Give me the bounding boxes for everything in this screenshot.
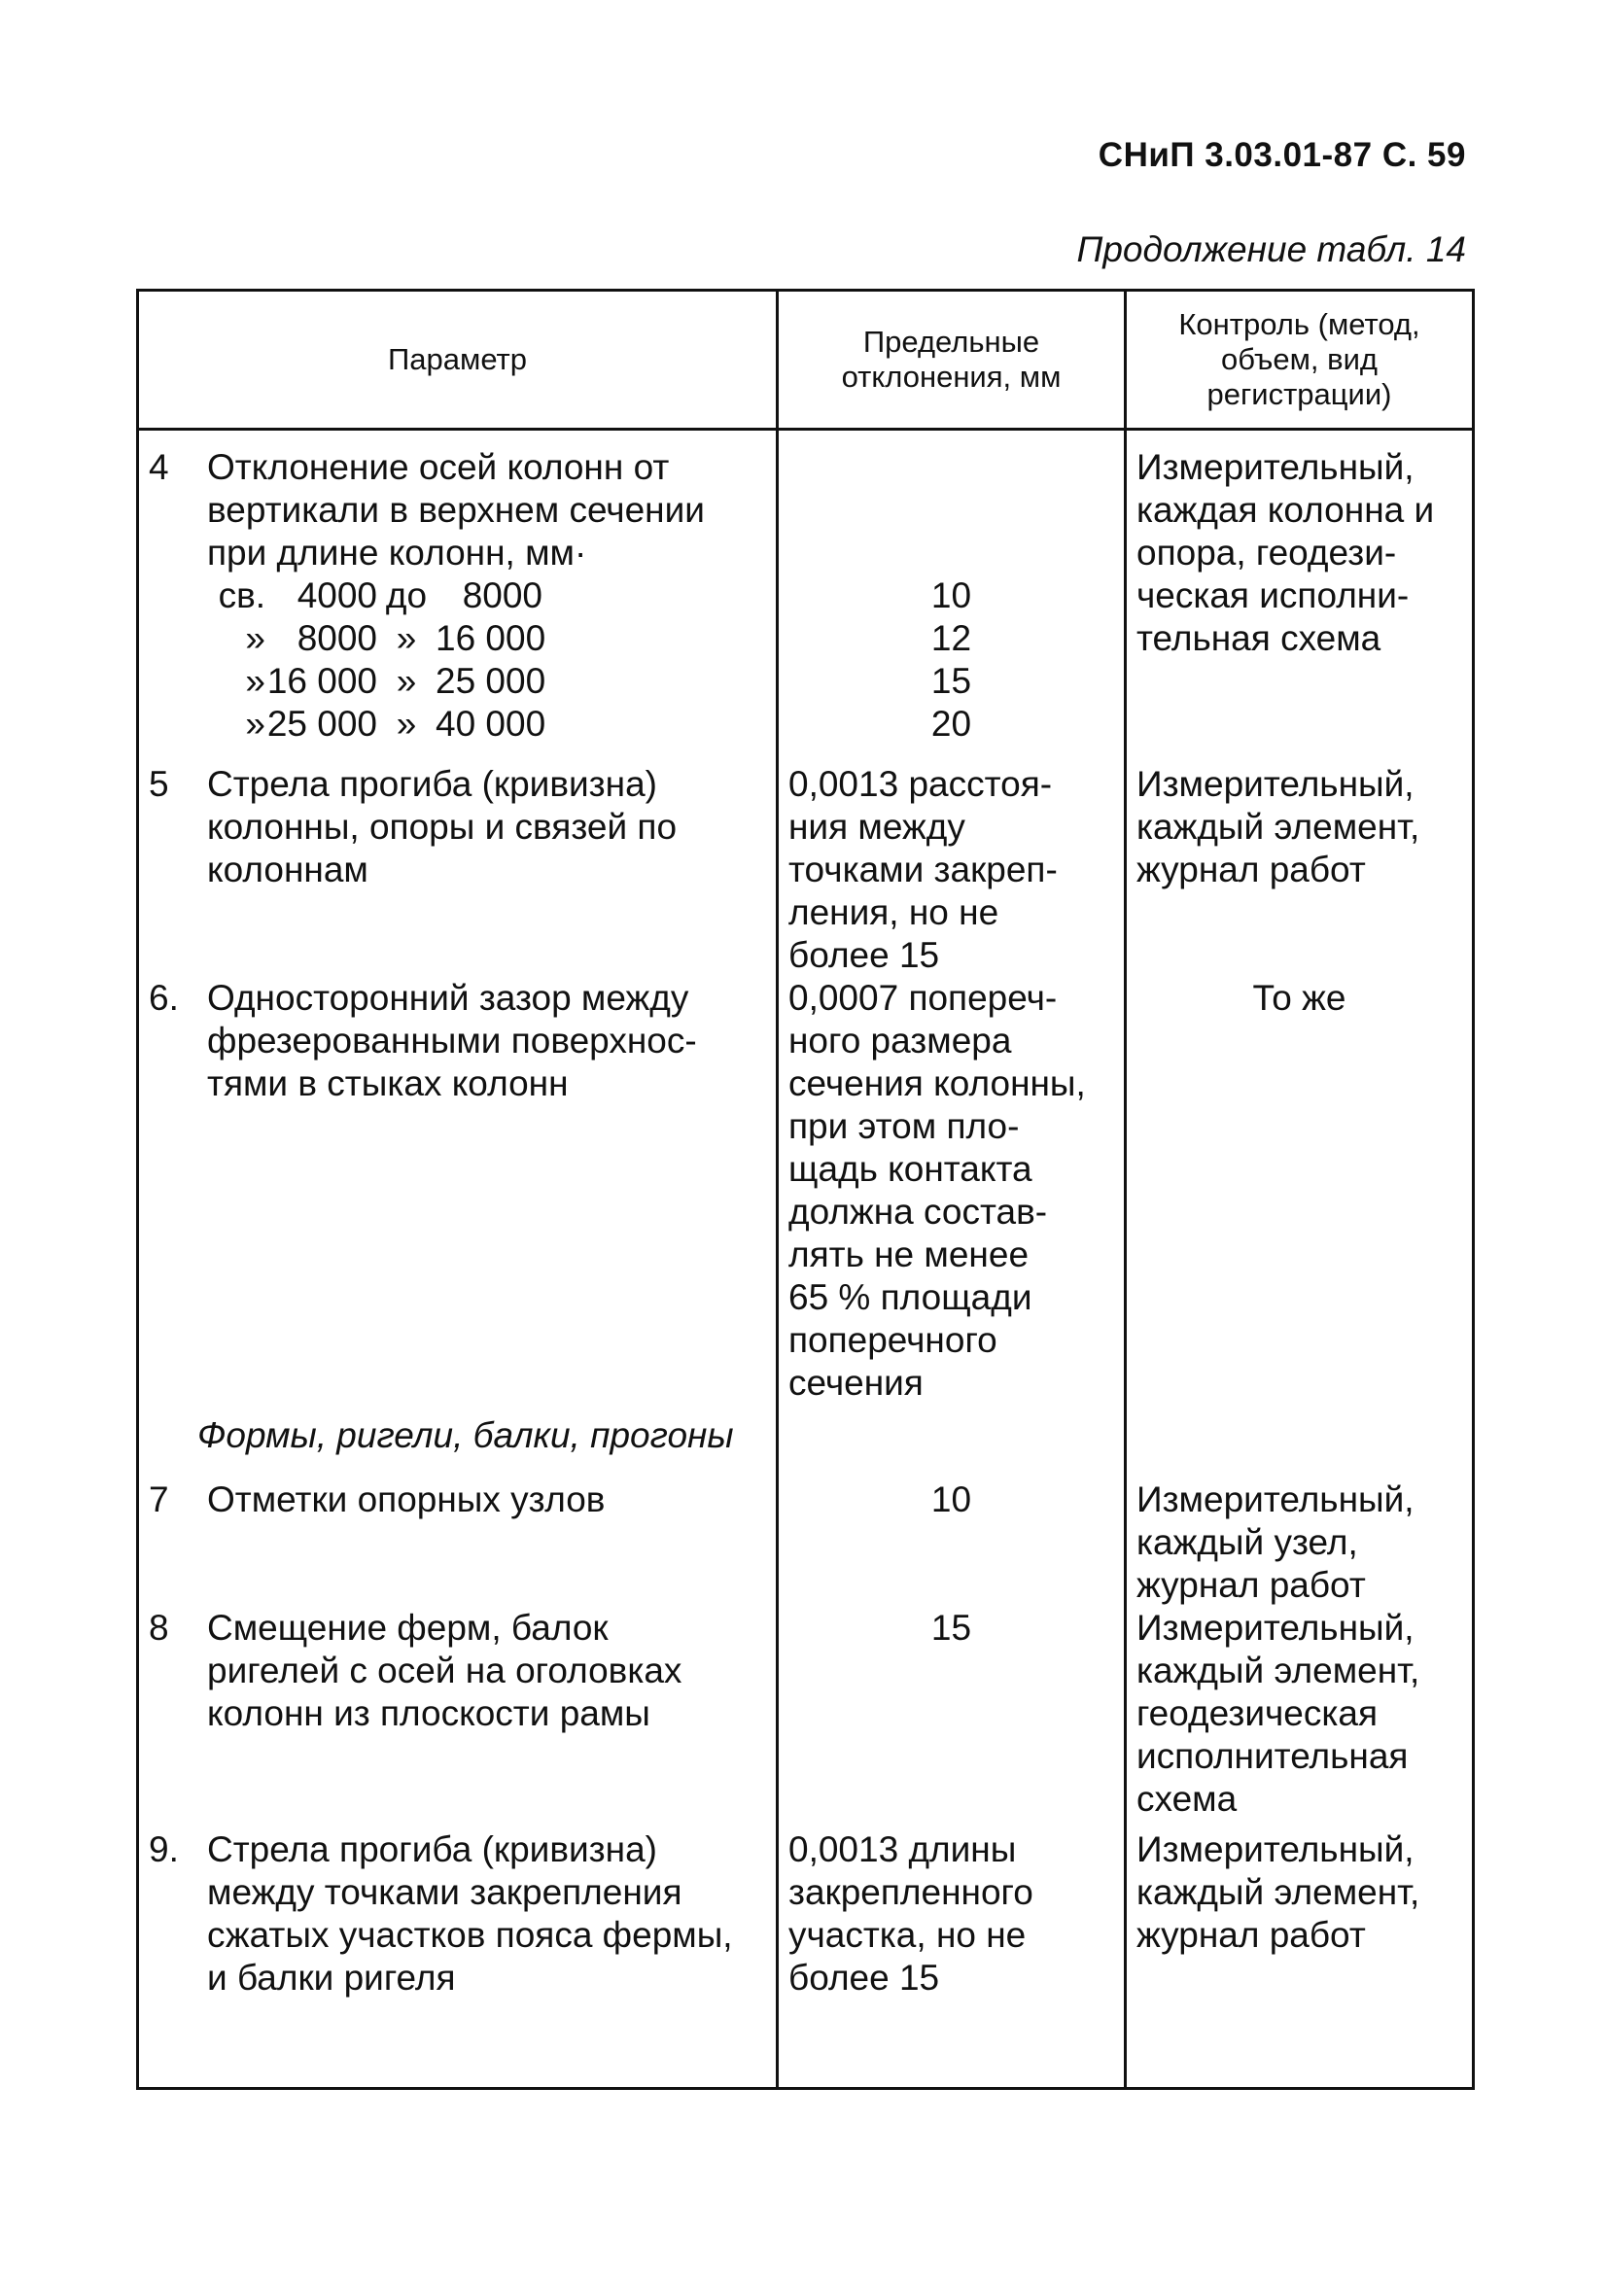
control-cell <box>1126 763 1474 977</box>
range-to: 25 000 <box>436 661 546 701</box>
parameter-line: вертикали в верхнем сечении <box>207 490 705 530</box>
row-number: 8 <box>149 1608 169 1648</box>
range-from: 8000 <box>297 618 377 658</box>
control-cell <box>1126 977 1474 1405</box>
control-cell <box>1126 430 1474 764</box>
table-header-row <box>138 291 1474 430</box>
control-line: схема <box>1136 1779 1238 1819</box>
length-range-row <box>149 617 766 660</box>
table-row <box>138 1478 1474 1607</box>
deviation-value: 20 <box>930 704 972 744</box>
table-row <box>138 1821 1474 2089</box>
control-line: каждый элемент, <box>1136 807 1420 847</box>
control-line: журнал работ <box>1136 1915 1366 1955</box>
deviation-value: 12 <box>930 618 972 658</box>
deviation-cell <box>778 1478 1126 1607</box>
control-line: каждая колонна и <box>1136 490 1435 530</box>
empty-cell <box>1126 1405 1474 1478</box>
range-from: 25 000 <box>266 704 377 744</box>
parameter-line: ригелей с осей на оголовках <box>207 1651 682 1690</box>
deviation-line: сечения колонны, <box>788 1063 1086 1103</box>
control-line: То же <box>1252 978 1346 1018</box>
parameter-line: Стрела прогиба (кривизна) <box>207 764 657 804</box>
range-prefix: » <box>245 618 265 658</box>
control-line: геодезическая <box>1136 1693 1378 1733</box>
deviation-line: более 15 <box>788 1958 940 1998</box>
parameter-cell <box>138 763 778 977</box>
deviation-line: ного размера <box>788 1021 1012 1061</box>
table-row <box>138 1607 1474 1821</box>
control-line: ческая исполни- <box>1136 575 1410 615</box>
row-number: 9. <box>149 1829 179 1869</box>
table-row <box>138 430 1474 764</box>
control-line: Измерительный, <box>1136 447 1415 487</box>
control-cell <box>1126 1478 1474 1607</box>
deviation-line: более 15 <box>788 935 940 975</box>
parameter-line: при длине колонн, мм· <box>207 533 587 573</box>
row-number: 7 <box>149 1479 169 1519</box>
range-connector: » <box>396 618 417 658</box>
deviation-value: 15 <box>930 1608 972 1648</box>
control-line: опора, геодези- <box>1136 533 1397 573</box>
table-continuation-caption: Продолжение табл. 14 <box>1076 229 1466 269</box>
range-connector: » <box>396 704 417 744</box>
control-line: журнал работ <box>1136 850 1366 889</box>
section-title: Формы, ригели, балки, прогоны <box>197 1415 734 1455</box>
section-cell <box>138 1405 778 1478</box>
parameter-cell <box>138 1821 778 2089</box>
range-to: 16 000 <box>436 618 546 658</box>
parameter-cell <box>138 1607 778 1821</box>
length-range-row <box>149 703 766 746</box>
range-prefix: » <box>245 704 265 744</box>
row-number: 5 <box>149 764 169 804</box>
range-from: 4000 <box>297 575 377 615</box>
deviation-line: сечения <box>788 1363 924 1403</box>
range-prefix: св. <box>218 575 265 615</box>
deviation-line: 65 % площади <box>788 1277 1032 1317</box>
deviation-line: поперечного <box>788 1320 997 1360</box>
parameter-line: Односторонний зазор между <box>207 978 689 1018</box>
row-number: 6. <box>149 978 179 1018</box>
control-line: каждый узел, <box>1136 1522 1358 1562</box>
deviation-line: точками закреп- <box>788 850 1058 889</box>
range-to: 40 000 <box>436 704 546 744</box>
deviation-line: лять не менее <box>788 1235 1030 1274</box>
parameter-line: колоннам <box>207 850 368 889</box>
deviation-line: 0,0007 попереч- <box>788 978 1058 1018</box>
parameter-line: Отклонение осей колонн от <box>207 447 670 487</box>
parameter-line: Смещение ферм, балок <box>207 1608 609 1648</box>
control-cell <box>1126 1821 1474 2089</box>
length-range-row <box>149 574 766 617</box>
deviation-line: ния между <box>788 807 965 847</box>
parameter-line: колонн из плоскости рамы <box>207 1693 650 1733</box>
parameter-line: и балки ригеля <box>207 1958 456 1998</box>
deviation-line: 0,0013 длины <box>788 1829 1017 1869</box>
empty-cell <box>778 1405 1126 1478</box>
parameter-line: сжатых участков пояса фермы, <box>207 1915 733 1955</box>
range-prefix: » <box>245 661 265 701</box>
control-line: Измерительный, <box>1136 1829 1415 1869</box>
deviation-cell <box>778 763 1126 977</box>
range-connector: » <box>396 661 417 701</box>
deviation-value: 15 <box>930 661 972 701</box>
deviation-line: ления, но не <box>788 892 999 932</box>
control-line: исполнительная <box>1136 1736 1409 1776</box>
deviation-line: 0,0013 расстоя- <box>788 764 1053 804</box>
parameter-line: фрезерованными поверхнос- <box>207 1021 697 1061</box>
deviation-cell <box>778 430 1126 764</box>
row-number: 4 <box>149 447 169 487</box>
length-range-row <box>149 660 766 703</box>
parameter-line: тями в стыках колонн <box>207 1063 569 1103</box>
range-to: 8000 <box>462 575 542 615</box>
deviation-cell <box>778 1607 1126 1821</box>
column-header-parameter: Параметр <box>138 291 778 430</box>
range-connector: до <box>385 575 428 615</box>
tolerance-table <box>136 289 1475 2090</box>
deviation-line: участка, но не <box>788 1915 1027 1955</box>
page-header-code: СНиП 3.03.01-87 С. 59 <box>1098 136 1466 174</box>
parameter-line: колонны, опоры и связей по <box>207 807 678 847</box>
control-line: каждый элемент, <box>1136 1651 1420 1690</box>
control-line: тельная схема <box>1136 618 1381 658</box>
control-cell <box>1126 1607 1474 1821</box>
control-line: Измерительный, <box>1136 764 1415 804</box>
control-line: каждый элемент, <box>1136 1872 1420 1912</box>
parameter-cell <box>138 1478 778 1607</box>
parameter-cell <box>138 430 778 764</box>
deviation-line: при этом пло- <box>788 1106 1020 1146</box>
deviation-value: 10 <box>930 575 972 615</box>
column-header-deviation: Предельные отклонения, мм <box>778 291 1126 430</box>
deviation-line: закрепленного <box>788 1872 1033 1912</box>
table-section-row <box>138 1405 1474 1478</box>
deviation-line: должна состав- <box>788 1192 1048 1232</box>
control-line: Измерительный, <box>1136 1608 1415 1648</box>
control-line: Измерительный, <box>1136 1479 1415 1519</box>
table-row <box>138 977 1474 1405</box>
parameter-line: Стрела прогиба (кривизна) <box>207 1829 657 1869</box>
deviation-cell <box>778 977 1126 1405</box>
deviation-line: щадь контакта <box>788 1149 1032 1189</box>
column-header-control: Контроль (метод, объем, вид регистрации) <box>1126 291 1474 430</box>
deviation-cell <box>778 1821 1126 2089</box>
deviation-value: 10 <box>930 1479 972 1519</box>
parameter-cell <box>138 977 778 1405</box>
table-row <box>138 763 1474 977</box>
range-from: 16 000 <box>266 661 377 701</box>
parameter-line: Отметки опорных узлов <box>207 1479 606 1519</box>
control-line: журнал работ <box>1136 1565 1366 1605</box>
parameter-line: между точками закрепления <box>207 1872 682 1912</box>
